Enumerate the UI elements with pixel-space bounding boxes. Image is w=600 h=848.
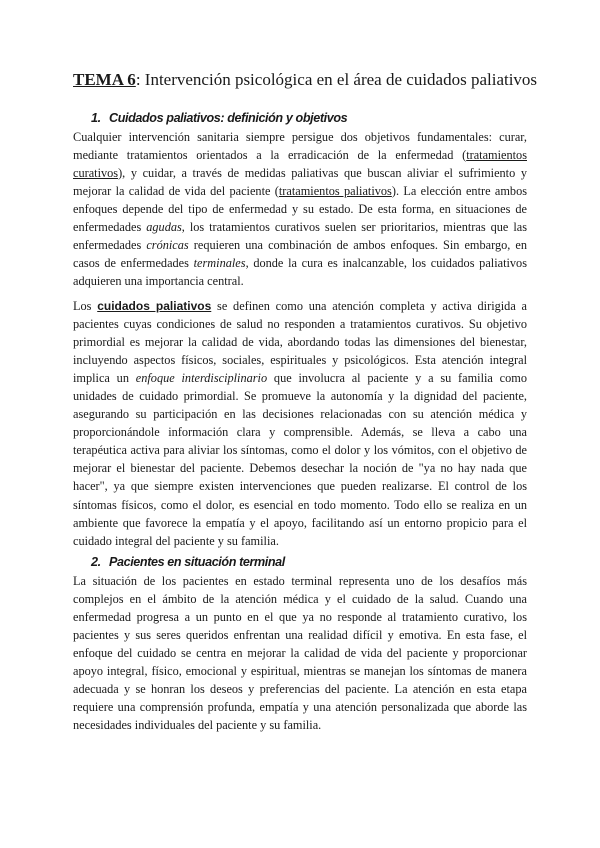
section-heading-1 <box>91 111 347 125</box>
bold-term: cuidados paliativos <box>97 299 212 313</box>
underlined-term: tratamientos paliativos <box>278 184 392 199</box>
section-number: 2. <box>91 555 101 569</box>
paragraph <box>73 128 527 290</box>
text-run: que involucra al paciente y a su familia como unidades de cuidado primordial. Se promueve la autonomía y la dignidad del paciente, asegurando su participación en las decisiones relacionadas con su atención médica y proporcionándole información clara y comprensible. Además, se lleva a cabo una terapéutica activa para aliviar los síntomas, como el dolor y los vómitos, con el objetivo de mejorar el bienestar del paciente. Debemos desechar la noción de "ya no hay nada que hacer", ya que siempre existen intervenciones que pueden realizarse. El control de los síntomas físicos, como el dolor, es esencial en todo momento. Todo ello se realiza en un ambiente que favorece la empatía y el apoyo, facilitando así un entorno propicio para el cuidado integral del paciente y su familia. <box>73 371 527 548</box>
italic-term: enfoque interdisciplinario <box>135 371 268 386</box>
paragraph: La situación de los pacientes en estado terminal representa uno de los desafíos más complejos en el ámbito de la atención médica y el cuidado de la salud. Cuando una enfermedad progresa a un punto en el que ya no responde al tratamiento curativo, los pacientes y sus seres queridos enfrentan una realidad difícil y emotiva. En esta fase, el enfoque del cuidado se centra en mejorar la calidad de vida del paciente y proporcionar apoyo integral, físico, emocional y espiritual, mientras se manejan los síntomas de manera adecuada y se honran los deseos y preferencias del paciente. La atención en esta etapa requiere una comprensión profunda, empatía y una atención personalizada que aborde las necesidades individuales del paciente y su familia. <box>73 574 527 733</box>
section-number: 1. <box>91 111 101 125</box>
text-run: Cualquier intervención sanitaria siempre persigue dos objetivos fundamentales: curar, mediante tratamientos orientados a la erradicación de la enfermedad ( <box>73 130 527 163</box>
underlined-term: tratamientos curativos <box>73 148 527 181</box>
text-run: , donde la cura es inalcanzable, los cuidados paliativos adquieren una importancia central. <box>73 256 527 289</box>
page-title <box>73 70 543 90</box>
text-run: ), y cuidar, a través de medidas paliativas que buscan aliviar el sufrimiento y mejorar la calidad de vida del paciente ( <box>73 166 527 199</box>
text-run: , los tratamientos curativos suelen ser prioritarios, mientras que las enfermedades <box>73 220 527 253</box>
tema-label: TEMA 6 <box>73 70 136 89</box>
italic-term: agudas <box>146 220 182 235</box>
text-run: Los <box>73 299 98 313</box>
italic-term: crónicas <box>146 238 189 253</box>
paragraph <box>73 297 527 550</box>
section-heading-2 <box>91 555 285 569</box>
text-run: requieren una combinación de ambos enfoques. Sin embargo, en casos de enfermedades <box>73 238 527 271</box>
text-run: ). La elección entre ambos enfoques depende del tipo de enfermedad y su estado. De esta forma, en situaciones de enfermedades <box>73 184 528 235</box>
title-text: : Intervención psicológica en el área de cuidados paliativos <box>135 70 538 89</box>
text-run: se definen como una atención completa y activa dirigida a pacientes cuyas condiciones de salud no responden a tratamientos curativos. Su objetivo primordial es mejorar la calidad de vida, abordando todas las dimensiones del bienestar, incluyendo aspectos físicos, sociales, espirituales y psicológicos. Esta atención integral implica un <box>73 299 527 386</box>
section-title: Cuidados paliativos: definición y objetivos <box>109 111 348 125</box>
section-title: Pacientes en situación terminal <box>109 555 285 569</box>
italic-term: terminales <box>193 256 246 271</box>
